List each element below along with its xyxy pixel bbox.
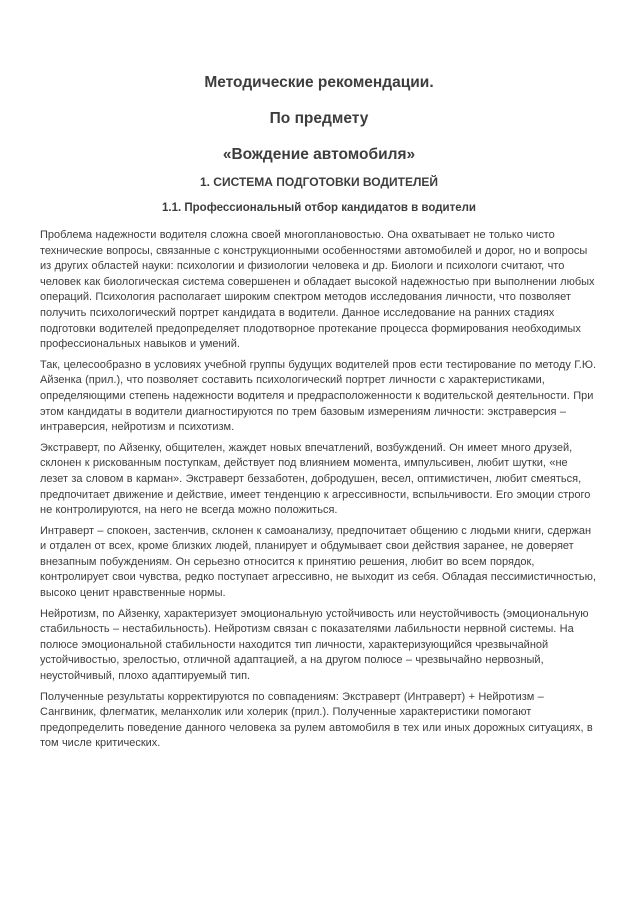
paragraph-results-correction: Полученные результаты корректируются по совпадениям: Экстраверт (Интраверт) + Нейротизм – Сангвиник, флегматик, меланхолик или холерик (прил.). Полученные характеристики помогают предопределить поведение данного человека за рулем автомобиля в тех или иных дорожных ситуациях, в том числе критических. — [40, 690, 593, 750]
paragraph-neuroticism-description: Нейротизм, по Айзенку, характеризует эмоциональную устойчивость или неустойчивость (эмоциональную стабильность – нестабильность). Нейротизм связан с показателями лабильности нервной системы. На полюсе эмоциональной стабильности находится тип личности, характеризующийся чрезвычайной устойчивостью, зрелостью, отличной адаптацией, а на другом полюсе – чрезвычайно нервозный, неустойчивый, плохо адаптируемый тип. — [40, 607, 589, 683]
paragraph-problem-of-driver-reliability: Проблема надежности водителя сложна своей многоплановостью. Она охватывает не только чисто технические вопросы, связанные с конструкционными особенностями автомобилей и дорог, но и вопросы из других областей науки: психологии и физиологии человека и др. Биологи и психологи считают, что человек как биологическая система совершенен и обладает высокой надежностью при выполнении любых операций. Психология располагает широким спектром методов исследования личности, что позволяет получить психологический портрет кандидата в водители. Данное исследование на ранних стадиях подготовки водителей предопределяет плодотворное протекание процесса формирования необходимых профессиональных навыков и умений. — [40, 229, 595, 351]
paragraph-introvert-description: Интраверт – спокоен, застенчив, склонен к самоанализу, предпочитает общению с людьми книги, сдержан и отдален от всех, кроме близких людей, планирует и обдумывает свои действия заранее, не доверяет внезапным побуждениям. Он серьезно относится к принятию решения, любит во всем порядок, контролирует свои чувства, редко поступает агрессивно, не выходит из себя. Обладая пессимистичностью, высоко ценит нравственные нормы. — [40, 524, 596, 600]
section-heading: 1. СИСТЕМА ПОДГОТОВКИ ВОДИТЕЛЕЙ — [199, 175, 439, 189]
doc-title-line-2: По предмету — [269, 110, 369, 127]
subsection-heading: 1.1. Профессиональный отбор кандидатов в водители — [162, 202, 476, 214]
paragraph-extravert-description: Экстраверт, по Айзенку, общителен, жаждет новых впечатлений, возбуждений. Он имеет много друзей, склонен к рискованным поступкам, действует под влиянием момента, импульсивен, любит шутки, «не лезет за словом в карман». Экстраверт беззаботен, добродушен, весел, оптимистичен, любит смеяться, предпочитает движение и действие, имеет тенденцию к агрессивности, вспыльчивости. Его эмоции строго не контролируются, на него не всегда можно положиться. — [40, 441, 591, 517]
doc-title-line-1: Методические рекомендации. — [204, 74, 434, 91]
doc-title-line-3: «Вождение автомобиля» — [222, 146, 416, 163]
paragraph-eysenck-testing: Так, целесообразно в условиях учебной группы будущих водителей пров ести тестирование по методу Г.Ю. Айзенка (прил.), что позволяет составить психологический портрет личности с характеристиками, определяющими степень надежности водителя и предрасположенности к водительской деятельности. При этом кандидаты в водители диагностируются по трем базовым измерениям личности: экстраверсия – интраверсия, нейротизм и психотизм. — [40, 358, 597, 434]
